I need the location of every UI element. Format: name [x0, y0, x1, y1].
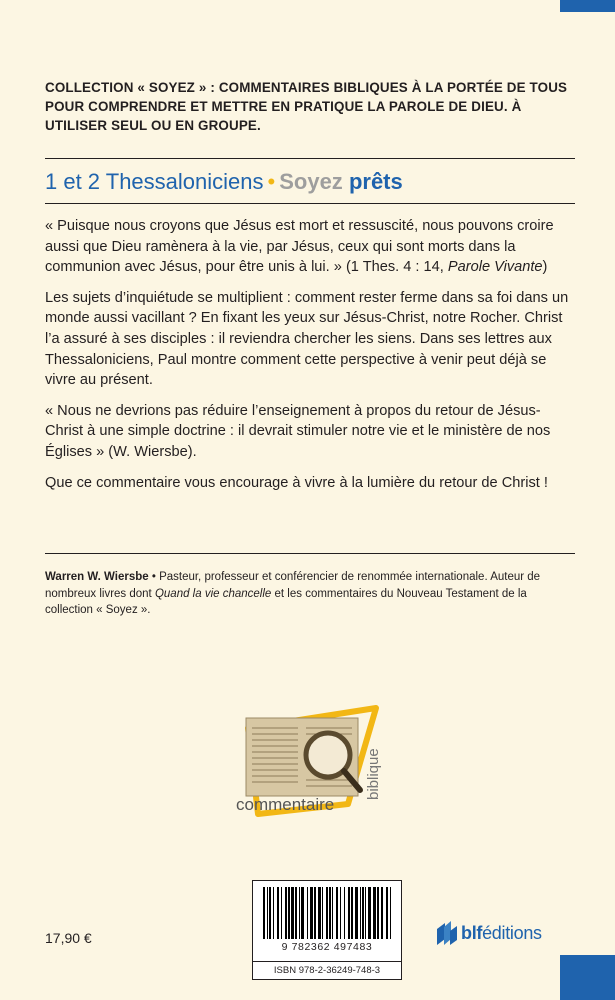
barcode-bar [301, 887, 304, 939]
barcode-bar [377, 887, 379, 939]
barcode-digits: 9 782362 497483 [281, 941, 373, 953]
barcode-bar [329, 887, 331, 939]
publisher-name [461, 923, 542, 944]
divider-author [45, 553, 575, 554]
barcode [252, 880, 402, 980]
barcode-bar [318, 887, 321, 939]
book-stack-icon [435, 919, 461, 947]
barcode-bar [355, 887, 358, 939]
barcode-bar [267, 887, 268, 939]
barcode-bar [310, 887, 313, 939]
barcode-bars [253, 881, 401, 941]
paragraph-worries: Les sujets d’inquiétude se multiplient : comment rester ferme dans sa foi dans un monde aussi vacillant ? En fixant les yeux sur Jésus-Christ, notre Rocher. Christ l’a assuré à ses disciples : il reviendra chercher les siens. Dans ses lettres aux Thessaloniciens, Paul montre comment cette perspective à venir peut déjà se vivre au présent. [45, 289, 569, 389]
logo-word-commentaire: commentaire [236, 795, 335, 814]
title-bullet: • [267, 169, 276, 194]
barcode-bar [295, 887, 297, 939]
publisher-logo [435, 918, 542, 948]
bible-quote [45, 216, 577, 278]
barcode-bar [277, 887, 279, 939]
barcode-bar [291, 887, 294, 939]
author-bio [45, 569, 577, 619]
barcode-bar [326, 887, 328, 939]
barcode-bar [288, 887, 290, 939]
publisher-name-rest: éditions [482, 922, 542, 943]
barcode-bar [269, 887, 271, 939]
logo-word-biblique: biblique [365, 748, 382, 800]
barcode-bar [285, 887, 287, 939]
quote-text: « Puisque nous croyons que Jésus est mort et ressuscité, nous pouvons croire aussi que Dieu ramènera à la vie, par Jésus, ceux qui sont morts dans la communion avec Jésus, pour être unis à lui. » (1 Thes. 4 : 14, [45, 218, 554, 276]
author-name: Warren W. Wiersbe [45, 571, 149, 583]
barcode-bar [314, 887, 316, 939]
barcode-bar [386, 887, 388, 939]
paragraph-wiersbe-quote: « Nous ne devrions pas réduire l’enseignement à propos du retour de Jésus-Christ à une simple doctrine : il devrait stimuler notre vie et le ministère de nos Églises » (W. Wiersbe). [45, 402, 551, 460]
author-bio-text-end: et les commentaires du Nouveau Testament de la collection « Soyez ». [45, 587, 527, 616]
price: 17,90 € [45, 930, 92, 946]
barcode-bar [332, 887, 333, 939]
barcode-bar [360, 887, 361, 939]
barcode-bar [368, 887, 371, 939]
quote-source: Parole Vivante [447, 259, 543, 276]
book-title [45, 168, 575, 196]
barcode-bar [307, 887, 308, 939]
barcode-bar [340, 887, 341, 939]
title-series-prets: prêts [348, 169, 403, 194]
divider-top [45, 158, 575, 159]
barcode-bar [381, 887, 383, 939]
back-cover-text [45, 216, 577, 503]
divider-title [45, 203, 575, 204]
barcode-bar [348, 887, 350, 939]
title-series-soyez: Soyez [279, 169, 343, 194]
corner-stripe-top [560, 0, 615, 12]
barcode-bar [362, 887, 364, 939]
barcode-bar [273, 887, 274, 939]
isbn: ISBN 978-2-36249-748-3 [253, 961, 401, 976]
barcode-bar [299, 887, 300, 939]
author-book-title: Quand la vie chancelle [154, 587, 272, 600]
barcode-bar [390, 887, 391, 939]
barcode-bar [281, 887, 282, 939]
paragraph-encouragement: Que ce commentaire vous encourage à vivre à la lumière du retour de Christ ! [45, 474, 548, 491]
author-separator: • [148, 571, 160, 583]
title-book-name: 1 et 2 Thessaloniciens [45, 169, 264, 194]
barcode-bar [336, 887, 338, 939]
barcode-bar [365, 887, 366, 939]
barcode-bar [344, 887, 345, 939]
barcode-bar [263, 887, 265, 939]
publisher-name-bold: blf [461, 922, 483, 943]
collection-intro: COLLECTION « SOYEZ » : COMMENTAIRES BIBLIQUES À LA PORTÉE DE TOUS POUR COMPRENDRE ET METTRE EN PRATIQUE LA PAROLE DE DIEU. À UTILISER SEUL OU EN GROUPE. [45, 80, 568, 133]
quote-close: ) [542, 259, 548, 276]
barcode-bar [322, 887, 323, 939]
commentaire-biblique-logo [228, 700, 388, 835]
barcode-bar [351, 887, 353, 939]
corner-stripe-bottom [560, 955, 615, 1000]
author-bio-text: Pasteur, professeur et conférencier de renommée internationale. Auteur de nombreux livres dont [45, 571, 541, 600]
barcode-bar [373, 887, 376, 939]
